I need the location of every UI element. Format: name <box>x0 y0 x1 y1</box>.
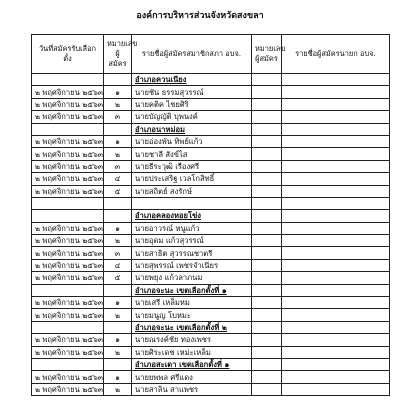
district-heading: อำเภอคลองหอยโข่ง <box>132 210 252 222</box>
cell-number-2 <box>252 160 282 172</box>
cell-candidate-name: นายอุดม แก้วสุวรรณ์ <box>132 235 252 247</box>
cell-candidate-name: นายธีระวุฒิ เรืองศรี <box>132 160 252 172</box>
table-row <box>32 235 390 247</box>
cell-candidate-name: นายณรงค์ชัย ทองเพชร <box>132 334 252 346</box>
table-row <box>32 297 390 309</box>
cell-candidate-name: นายเสรี เหล็มหม <box>132 297 252 309</box>
cell-mayor-name <box>282 185 390 197</box>
cell-candidate-name: นายบัญญัติ บุพนงค์ <box>132 111 252 123</box>
cell-number: ๑ <box>104 371 132 383</box>
cell-date: ๒ พฤศจิกายน ๒๕๖๓ <box>32 185 104 197</box>
cell-candidate-name: นายสุพรรณ์ เพชรจำเนียร <box>132 259 252 271</box>
cell-date <box>32 358 104 370</box>
district-heading: อำเภอจะนะ เขตเลือกตั้งที่ ๑ <box>132 284 252 296</box>
cell-number: ๑ <box>104 297 132 309</box>
cell-number: ๒ <box>104 346 132 358</box>
cell-number-2 <box>252 321 282 333</box>
table-row <box>32 98 390 110</box>
cell-date <box>32 74 104 86</box>
cell-number-2 <box>252 111 282 123</box>
district-heading: อำเภอจะนะ เขตเลือกตั้งที่ ๒ <box>132 321 252 333</box>
cell-mayor-name <box>282 297 390 309</box>
cell-candidate-name: นายอาวรณ์ หนูแก้ว <box>132 222 252 234</box>
column-header-mayor-name: รายชื่อผู้สมัครนายก อบจ. <box>282 35 390 74</box>
cell-number-2 <box>252 309 282 321</box>
cell-number-2 <box>252 259 282 271</box>
cell-number: ๑ <box>104 222 132 234</box>
column-header-number-2: หมายเลขผู้สมัคร <box>252 35 282 74</box>
cell-date: ๒ พฤศจิกายน ๒๕๖๓ <box>32 173 104 185</box>
district-heading-row <box>32 210 390 222</box>
district-heading-row <box>32 74 390 86</box>
cell-number: ๕ <box>104 272 132 284</box>
cell-candidate-name: นายคติค ไชยศิริ <box>132 98 252 110</box>
cell-number <box>104 210 132 222</box>
cell-date: ๒ พฤศจิกายน ๒๕๖๓ <box>32 235 104 247</box>
cell-date <box>32 197 104 209</box>
cell-candidate-name: นายประเสริฐ เวลโกสิทธิ์ <box>132 173 252 185</box>
cell-mayor-name <box>282 334 390 346</box>
cell-number-2 <box>252 235 282 247</box>
district-heading-row <box>32 284 390 296</box>
table-row <box>32 148 390 160</box>
cell-mayor-name <box>282 309 390 321</box>
cell-number-2 <box>252 383 282 395</box>
column-header-council-name: รายชื่อผู้สมัครสมาชิกสภา อบจ. <box>132 35 252 74</box>
table-header-row <box>32 35 390 74</box>
cell-number <box>104 358 132 370</box>
cell-mayor-name <box>282 111 390 123</box>
cell-date <box>32 321 104 333</box>
column-header-date: วันที่สมัครรับเลือกตั้ง <box>32 35 104 74</box>
cell-date: ๒ พฤศจิกายน ๒๕๖๓ <box>32 247 104 259</box>
table-row <box>32 173 390 185</box>
cell-mayor-name <box>282 123 390 135</box>
cell-mayor-name <box>282 284 390 296</box>
cell-date: ๒ พฤศจิกายน ๒๕๖๓ <box>32 259 104 271</box>
cell-mayor-name <box>282 321 390 333</box>
cell-candidate-name: นายสาลิน สาแพชร <box>132 383 252 395</box>
cell-date: ๒ พฤศจิกายน ๒๕๖๓ <box>32 98 104 110</box>
cell-number-2 <box>252 210 282 222</box>
cell-date: ๒ พฤศจิกายน ๒๕๖๓ <box>32 383 104 395</box>
cell-candidate-name: นายสาธิต สุวรรณชาตรี <box>132 247 252 259</box>
cell-mayor-name <box>282 371 390 383</box>
district-heading: อำเภอนาหม่อม <box>132 123 252 135</box>
cell-mayor-name <box>282 86 390 98</box>
cell-date: ๒ พฤศจิกายน ๒๕๖๓ <box>32 148 104 160</box>
table-row <box>32 371 390 383</box>
cell-candidate-name: นายมนูญ โบหมะ <box>132 309 252 321</box>
cell-date: ๒ พฤศจิกายน ๒๕๖๓ <box>32 135 104 147</box>
table-row <box>32 272 390 284</box>
cell-date: ๒ พฤศจิกายน ๒๕๖๓ <box>32 111 104 123</box>
cell-date: ๒ พฤศจิกายน ๒๕๖๓ <box>32 309 104 321</box>
district-heading-row <box>32 123 390 135</box>
cell-number-2 <box>252 247 282 259</box>
cell-number <box>104 74 132 86</box>
cell-mayor-name <box>282 210 390 222</box>
district-heading: อำเภอควนเนียง <box>132 74 252 86</box>
cell-candidate-name: นายชัน ธรรมสุวรรณ์ <box>132 86 252 98</box>
cell-number-2 <box>252 74 282 86</box>
page-title: องค์การบริหารส่วนจังหวัดสงขลา <box>136 11 264 21</box>
table-row <box>32 135 390 147</box>
cell-mayor-name <box>282 160 390 172</box>
cell-number: ๒ <box>104 309 132 321</box>
cell-number-2 <box>252 197 282 209</box>
cell-number-2 <box>252 358 282 370</box>
cell-mayor-name <box>282 173 390 185</box>
cell-mayor-name <box>282 135 390 147</box>
table-row <box>32 222 390 234</box>
cell-date: ๒ พฤศจิกายน ๒๕๖๓ <box>32 86 104 98</box>
candidate-table <box>31 34 390 396</box>
cell-date: ๒ พฤศจิกายน ๒๕๖๓ <box>32 334 104 346</box>
cell-date: ๒ พฤศจิกายน ๒๕๖๓ <box>32 222 104 234</box>
district-heading-row <box>32 321 390 333</box>
district-heading-row <box>32 358 390 370</box>
cell-number: ๒ <box>104 98 132 110</box>
table-row <box>32 247 390 259</box>
cell-number <box>104 197 132 209</box>
cell-candidate-name: นายศิระเดช เหม่ะเหล็ม <box>132 346 252 358</box>
table-row <box>32 259 390 271</box>
cell-mayor-name <box>282 358 390 370</box>
cell-date: ๒ พฤศจิกายน ๒๕๖๓ <box>32 160 104 172</box>
cell-mayor-name <box>282 259 390 271</box>
cell-mayor-name <box>282 272 390 284</box>
cell-number: ๒ <box>104 148 132 160</box>
cell-number <box>104 321 132 333</box>
cell-date: ๒ พฤศจิกายน ๒๕๖๓ <box>32 272 104 284</box>
cell-mayor-name <box>282 247 390 259</box>
cell-number: ๑ <box>104 86 132 98</box>
cell-number-2 <box>252 135 282 147</box>
cell-number: ๓ <box>104 111 132 123</box>
cell-candidate-name: นายอ่องพัน ทิพย์แก้ว <box>132 135 252 147</box>
table-row <box>32 185 390 197</box>
cell-number: ๓ <box>104 160 132 172</box>
table-row <box>32 111 390 123</box>
cell-number-2 <box>252 297 282 309</box>
cell-number-2 <box>252 185 282 197</box>
table-row <box>32 309 390 321</box>
cell-number-2 <box>252 148 282 160</box>
cell-number-2 <box>252 173 282 185</box>
cell-number: ๕ <box>104 185 132 197</box>
cell-number: ๒ <box>104 383 132 395</box>
district-heading: อำเภอสะเดา เขตเลือกตั้งที่ ๑ <box>132 358 252 370</box>
table-row <box>32 346 390 358</box>
cell-mayor-name <box>282 148 390 160</box>
cell-number <box>104 284 132 296</box>
cell-number-2 <box>252 123 282 135</box>
cell-number-2 <box>252 334 282 346</box>
cell-mayor-name <box>282 74 390 86</box>
cell-number-2 <box>252 346 282 358</box>
table-row <box>32 334 390 346</box>
table-row <box>32 160 390 172</box>
cell-number: ๔ <box>104 259 132 271</box>
cell-mayor-name <box>282 235 390 247</box>
cell-date <box>32 210 104 222</box>
cell-date: ๒ พฤศจิกายน ๒๕๖๓ <box>32 371 104 383</box>
table-row <box>32 197 390 209</box>
cell-number <box>104 123 132 135</box>
table-row <box>32 86 390 98</box>
cell-number: ๓ <box>104 247 132 259</box>
cell-candidate-name: นายชาลี สังข์ไส <box>132 148 252 160</box>
cell-number-2 <box>252 86 282 98</box>
cell-candidate-name: นายยพพล ศรีแดง <box>132 371 252 383</box>
cell-candidate-name: นายพยุง แก้วลาภนม <box>132 272 252 284</box>
cell-mayor-name <box>282 346 390 358</box>
cell-candidate-name: นายสถิตย์ สงรักษ์ <box>132 185 252 197</box>
cell-mayor-name <box>282 222 390 234</box>
cell-number-2 <box>252 222 282 234</box>
cell-mayor-name <box>282 197 390 209</box>
cell-mayor-name <box>282 98 390 110</box>
cell-number-2 <box>252 284 282 296</box>
cell-date: ๒ พฤศจิกายน ๒๕๖๓ <box>32 297 104 309</box>
cell-number-2 <box>252 371 282 383</box>
cell-date: ๒ พฤศจิกายน ๒๕๖๓ <box>32 346 104 358</box>
cell-number-2 <box>252 98 282 110</box>
table-row <box>32 383 390 395</box>
cell-mayor-name <box>282 383 390 395</box>
cell-number: ๒ <box>104 235 132 247</box>
cell-date <box>32 123 104 135</box>
cell-number-2 <box>252 272 282 284</box>
cell-number: ๑ <box>104 135 132 147</box>
cell-number: ๑ <box>104 334 132 346</box>
cell-date <box>32 284 104 296</box>
cell-candidate-name <box>132 197 252 209</box>
cell-number: ๔ <box>104 173 132 185</box>
column-header-number: หมายเลขผู้สมัคร <box>104 35 132 74</box>
